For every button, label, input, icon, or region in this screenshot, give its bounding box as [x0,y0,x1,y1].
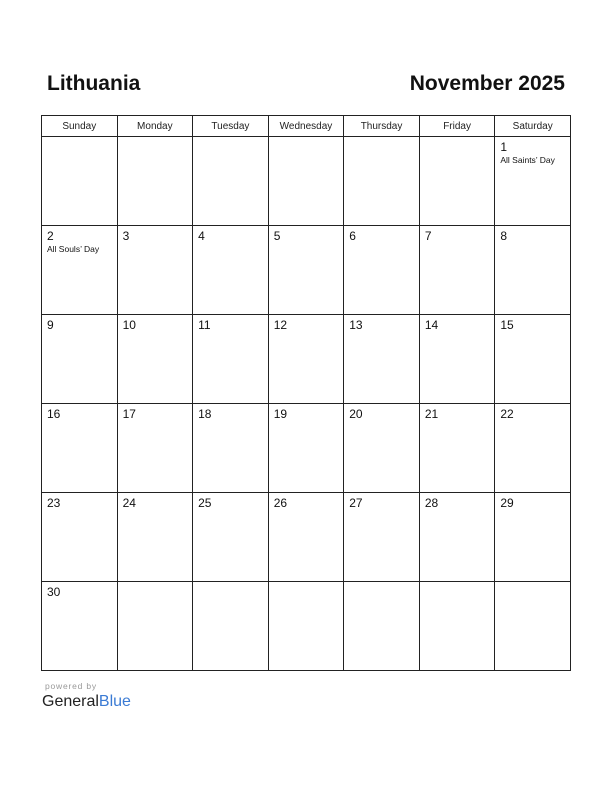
weekday-header-wednesday: Wednesday [268,116,344,137]
day-cell [495,404,571,493]
day-number: 8 [500,229,508,243]
day-cell [117,404,193,493]
day-number [269,582,344,585]
day-number: 24 [122,496,136,510]
day-number: 2 [47,229,54,243]
weekday-header-monday: Monday [117,116,193,137]
day-number: 25 [198,496,212,510]
week-row-5 [42,493,571,582]
day-cell [419,315,495,404]
day-cell [344,404,420,493]
day-number: 28 [424,496,439,510]
day-cell [117,315,193,404]
day-number: 7 [424,229,432,243]
weekday-header-sunday: Sunday [42,116,118,137]
day-cell [268,226,344,315]
day-number: 6 [349,229,356,243]
day-number: 17 [122,407,136,421]
brand-name-blue: Blue [98,693,131,710]
brand-logo [42,692,131,712]
day-number: 19 [273,407,288,421]
weekday-header-saturday: Saturday [495,116,571,137]
day-cell [268,582,344,671]
day-number [269,137,344,140]
day-cell [344,226,420,315]
day-cell [193,582,269,671]
weekday-header-row [42,116,571,137]
powered-by-text: powered by [45,681,97,691]
brand-name-general: General [42,693,99,710]
day-cell [419,137,495,226]
day-cell [193,315,269,404]
day-number: 29 [500,496,514,510]
day-number [420,582,495,585]
day-number [118,582,193,585]
day-cell [42,404,118,493]
day-number [193,137,268,140]
day-cell [193,404,269,493]
week-row-4 [42,404,571,493]
calendar-grid [41,115,571,671]
day-number: 5 [273,229,281,243]
day-number: 10 [122,318,136,332]
day-number: 12 [273,318,288,332]
day-number: 11 [198,318,211,332]
day-number [118,137,193,140]
day-number: 13 [349,318,363,332]
weekday-header-tuesday: Tuesday [193,116,269,137]
day-cell [419,226,495,315]
week-row-3 [42,315,571,404]
week-row-6 [42,582,571,671]
day-number: 20 [349,407,363,421]
day-cell [344,582,420,671]
day-cell [42,493,118,582]
day-number: 18 [198,407,212,421]
week-row-2 [42,226,571,315]
month-title: November 2025 [409,72,565,95]
day-cell [419,582,495,671]
country-title: Lithuania [47,72,141,95]
day-number: 27 [349,496,363,510]
holiday-label: All Souls’ Day [47,244,100,254]
day-cell [117,137,193,226]
day-cell [268,315,344,404]
day-number: 4 [198,229,205,243]
day-cell [344,315,420,404]
day-cell [117,226,193,315]
day-cell [42,582,118,671]
day-cell [42,226,118,315]
day-number [193,582,268,585]
day-number [42,137,117,140]
day-cell [495,315,571,404]
day-cell [117,582,193,671]
day-cell [495,493,571,582]
day-cell [344,493,420,582]
day-cell [495,582,571,671]
day-cell [268,404,344,493]
day-cell [419,493,495,582]
day-number [344,137,419,140]
day-cell [42,315,118,404]
day-cell [193,137,269,226]
day-cell [344,137,420,226]
day-number: 21 [424,407,439,421]
day-number [495,582,570,585]
day-number: 3 [122,229,130,243]
day-number: 1 [500,140,508,154]
day-number [344,582,419,585]
footer-branding [42,681,131,712]
day-cell [268,137,344,226]
holiday-label: All Saints’ Day [500,155,555,165]
day-cell [268,493,344,582]
weekday-header-friday: Friday [419,116,495,137]
day-number: 16 [47,407,61,421]
day-cell [117,493,193,582]
week-row-1 [42,137,571,226]
day-cell [495,226,571,315]
weekday-header-thursday: Thursday [344,116,420,137]
day-number [420,137,495,140]
day-cell [419,404,495,493]
day-number: 15 [500,318,514,332]
day-cell [193,226,269,315]
day-cell [42,137,118,226]
day-cell [193,493,269,582]
day-cell [495,137,571,226]
day-number: 9 [47,318,54,332]
day-number: 30 [47,585,61,599]
day-number: 14 [424,318,439,332]
day-number: 23 [47,496,61,510]
day-number: 26 [273,496,288,510]
day-number: 22 [500,407,514,421]
